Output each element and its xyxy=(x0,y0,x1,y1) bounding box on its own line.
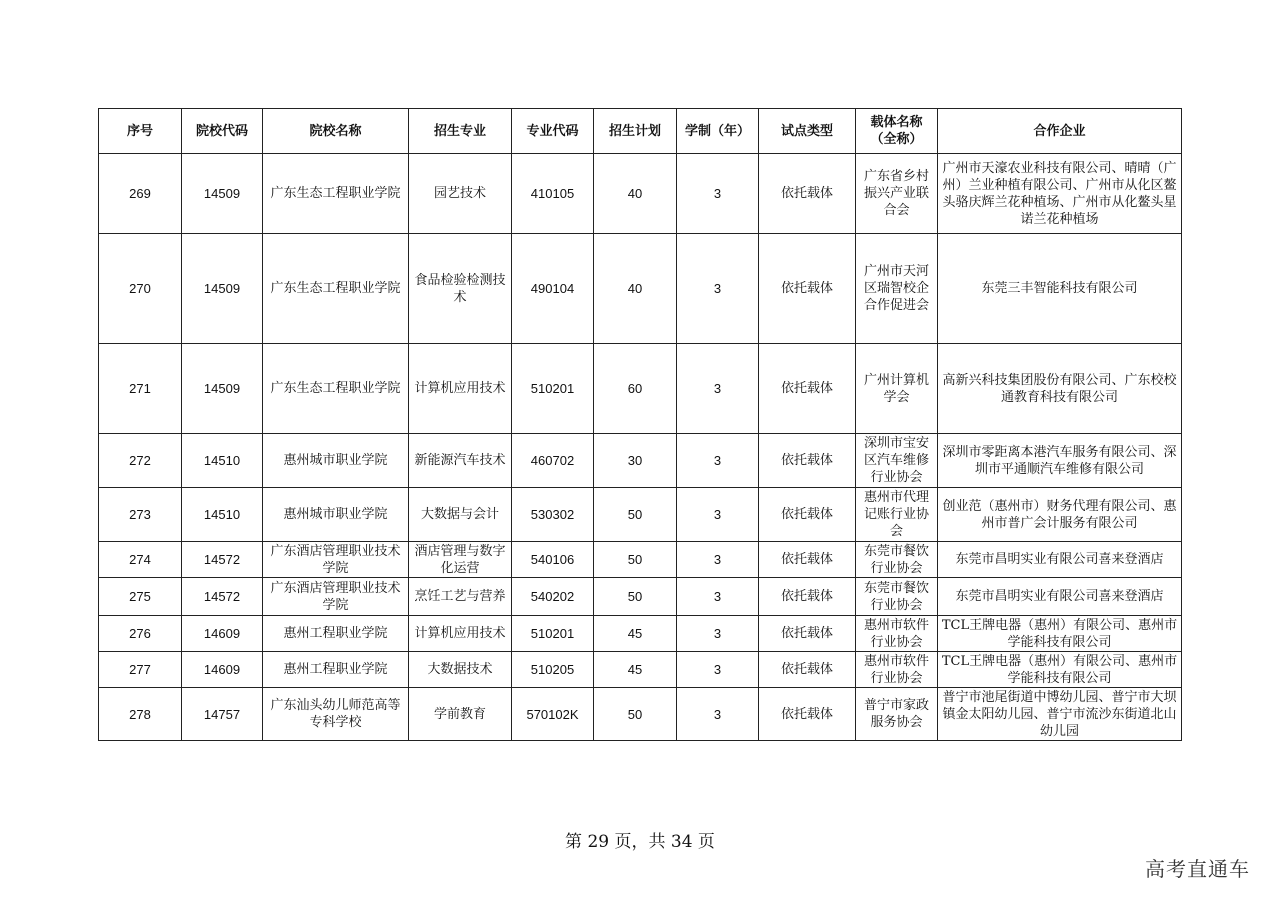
table-cell: 广州计算机学会 xyxy=(856,344,938,434)
table-cell: 3 xyxy=(677,234,759,344)
table-cell: 14609 xyxy=(182,652,263,688)
table-cell: 45 xyxy=(594,652,677,688)
table-cell: 50 xyxy=(594,542,677,578)
table-cell: 依托载体 xyxy=(759,434,856,488)
table-cell: 271 xyxy=(99,344,182,434)
table-cell: 惠州城市职业学院 xyxy=(263,488,409,542)
table-cell: 广东生态工程职业学院 xyxy=(263,344,409,434)
table-cell: 依托载体 xyxy=(759,154,856,234)
table-cell: 深圳市零距离本港汽车服务有限公司、深圳市平通顺汽车维修有限公司 xyxy=(938,434,1182,488)
table-cell: 540106 xyxy=(512,542,594,578)
table-cell: 惠州市代理记账行业协会 xyxy=(856,488,938,542)
table-cell: 依托载体 xyxy=(759,542,856,578)
table-row xyxy=(99,344,1182,434)
data-table xyxy=(98,108,1182,741)
table-cell: 东莞市餐饮行业协会 xyxy=(856,578,938,616)
header-cell: 载体名称（全称） xyxy=(856,109,938,154)
table-cell: 530302 xyxy=(512,488,594,542)
table-row xyxy=(99,652,1182,688)
table-cell: 酒店管理与数字化运营 xyxy=(409,542,512,578)
table-row xyxy=(99,542,1182,578)
table-cell: 3 xyxy=(677,344,759,434)
table-cell: 普宁市池尾街道中博幼儿园、普宁市大坝镇金太阳幼儿园、普宁市流沙东街道北山幼儿园 xyxy=(938,688,1182,741)
header-cell: 招生专业 xyxy=(409,109,512,154)
table-cell: 3 xyxy=(677,652,759,688)
table-cell: 惠州市软件行业协会 xyxy=(856,652,938,688)
table-cell: 277 xyxy=(99,652,182,688)
table-cell: 东莞市餐饮行业协会 xyxy=(856,542,938,578)
table-cell: TCL王牌电器（惠州）有限公司、惠州市学能科技有限公司 xyxy=(938,616,1182,652)
table-cell: 540202 xyxy=(512,578,594,616)
header-cell: 专业代码 xyxy=(512,109,594,154)
table-cell: 食品检验检测技术 xyxy=(409,234,512,344)
table-cell: 依托载体 xyxy=(759,616,856,652)
table-cell: 275 xyxy=(99,578,182,616)
table-cell: 创业范（惠州市）财务代理有限公司、惠州市普广会计服务有限公司 xyxy=(938,488,1182,542)
table-cell: 广东生态工程职业学院 xyxy=(263,234,409,344)
table-cell: 广东生态工程职业学院 xyxy=(263,154,409,234)
table-cell: 惠州工程职业学院 xyxy=(263,616,409,652)
table-cell: TCL王牌电器（惠州）有限公司、惠州市学能科技有限公司 xyxy=(938,652,1182,688)
table-cell: 依托载体 xyxy=(759,688,856,741)
table-cell: 3 xyxy=(677,688,759,741)
table-cell: 3 xyxy=(677,578,759,616)
table-cell: 大数据技术 xyxy=(409,652,512,688)
table-cell: 新能源汽车技术 xyxy=(409,434,512,488)
table-cell: 东莞市昌明实业有限公司喜来登酒店 xyxy=(938,578,1182,616)
page-footer: 第 29 页，共 34 页 xyxy=(565,832,715,852)
table-cell: 14609 xyxy=(182,616,263,652)
header-cell: 招生计划 xyxy=(594,109,677,154)
table-cell: 烹饪工艺与营养 xyxy=(409,578,512,616)
header-cell: 试点类型 xyxy=(759,109,856,154)
table-cell: 50 xyxy=(594,488,677,542)
header-cell: 合作企业 xyxy=(938,109,1182,154)
table-cell: 30 xyxy=(594,434,677,488)
table-cell: 14510 xyxy=(182,488,263,542)
table-row xyxy=(99,234,1182,344)
table-cell: 高新兴科技集团股份有限公司、广东校校通教育科技有限公司 xyxy=(938,344,1182,434)
table-cell: 广东酒店管理职业技术学院 xyxy=(263,578,409,616)
table-cell: 依托载体 xyxy=(759,234,856,344)
table-cell: 510201 xyxy=(512,616,594,652)
table-cell: 广州市天河区瑞智校企合作促进会 xyxy=(856,234,938,344)
table-cell: 惠州工程职业学院 xyxy=(263,652,409,688)
table-row xyxy=(99,434,1182,488)
table-cell: 东莞市昌明实业有限公司喜来登酒店 xyxy=(938,542,1182,578)
table-cell: 14572 xyxy=(182,542,263,578)
table-cell: 东莞三丰智能科技有限公司 xyxy=(938,234,1182,344)
header-cell: 院校名称 xyxy=(263,109,409,154)
table-cell: 45 xyxy=(594,616,677,652)
table-cell: 惠州城市职业学院 xyxy=(263,434,409,488)
table-cell: 计算机应用技术 xyxy=(409,616,512,652)
table-cell: 410105 xyxy=(512,154,594,234)
table-cell: 274 xyxy=(99,542,182,578)
table-cell: 269 xyxy=(99,154,182,234)
table-cell: 3 xyxy=(677,616,759,652)
table-cell: 3 xyxy=(677,488,759,542)
table-cell: 278 xyxy=(99,688,182,741)
table-cell: 460702 xyxy=(512,434,594,488)
table-cell: 14509 xyxy=(182,344,263,434)
header-row xyxy=(99,109,1182,154)
table-cell: 14510 xyxy=(182,434,263,488)
header-cell: 序号 xyxy=(99,109,182,154)
table-cell: 50 xyxy=(594,688,677,741)
table-cell: 依托载体 xyxy=(759,488,856,542)
table-cell: 计算机应用技术 xyxy=(409,344,512,434)
table-cell: 广州市天濠农业科技有限公司、晴晴（广州）兰业种植有限公司、广州市从化区鳌头骆庆辉兰花种植场、广州市从化鳌头星诺兰花种植场 xyxy=(938,154,1182,234)
table-cell: 270 xyxy=(99,234,182,344)
table-cell: 3 xyxy=(677,434,759,488)
table-cell: 广东汕头幼儿师范高等专科学校 xyxy=(263,688,409,741)
table-cell: 14572 xyxy=(182,578,263,616)
table-cell: 依托载体 xyxy=(759,652,856,688)
table-cell: 50 xyxy=(594,578,677,616)
table-cell: 深圳市宝安区汽车维修行业协会 xyxy=(856,434,938,488)
table-cell: 510201 xyxy=(512,344,594,434)
table-cell: 普宁市家政服务协会 xyxy=(856,688,938,741)
table-cell: 510205 xyxy=(512,652,594,688)
table-cell: 14757 xyxy=(182,688,263,741)
table-cell: 490104 xyxy=(512,234,594,344)
table-cell: 3 xyxy=(677,154,759,234)
table-row xyxy=(99,154,1182,234)
table-cell: 14509 xyxy=(182,234,263,344)
table-cell: 276 xyxy=(99,616,182,652)
table-cell: 40 xyxy=(594,154,677,234)
table-cell: 广东酒店管理职业技术学院 xyxy=(263,542,409,578)
table-cell: 广东省乡村振兴产业联合会 xyxy=(856,154,938,234)
table-cell: 大数据与会计 xyxy=(409,488,512,542)
table-cell: 14509 xyxy=(182,154,263,234)
table-row xyxy=(99,616,1182,652)
table-row xyxy=(99,688,1182,741)
table-cell: 依托载体 xyxy=(759,344,856,434)
table-row xyxy=(99,578,1182,616)
table-cell: 3 xyxy=(677,542,759,578)
table-cell: 570102K xyxy=(512,688,594,741)
table-cell: 273 xyxy=(99,488,182,542)
table-row xyxy=(99,488,1182,542)
table-cell: 272 xyxy=(99,434,182,488)
table-cell: 60 xyxy=(594,344,677,434)
table-cell: 学前教育 xyxy=(409,688,512,741)
table-cell: 依托载体 xyxy=(759,578,856,616)
header-cell: 院校代码 xyxy=(182,109,263,154)
table-cell: 惠州市软件行业协会 xyxy=(856,616,938,652)
table-cell: 40 xyxy=(594,234,677,344)
watermark: 高考直通车 xyxy=(1145,857,1250,881)
header-cell: 学制（年） xyxy=(677,109,759,154)
table-cell: 园艺技术 xyxy=(409,154,512,234)
